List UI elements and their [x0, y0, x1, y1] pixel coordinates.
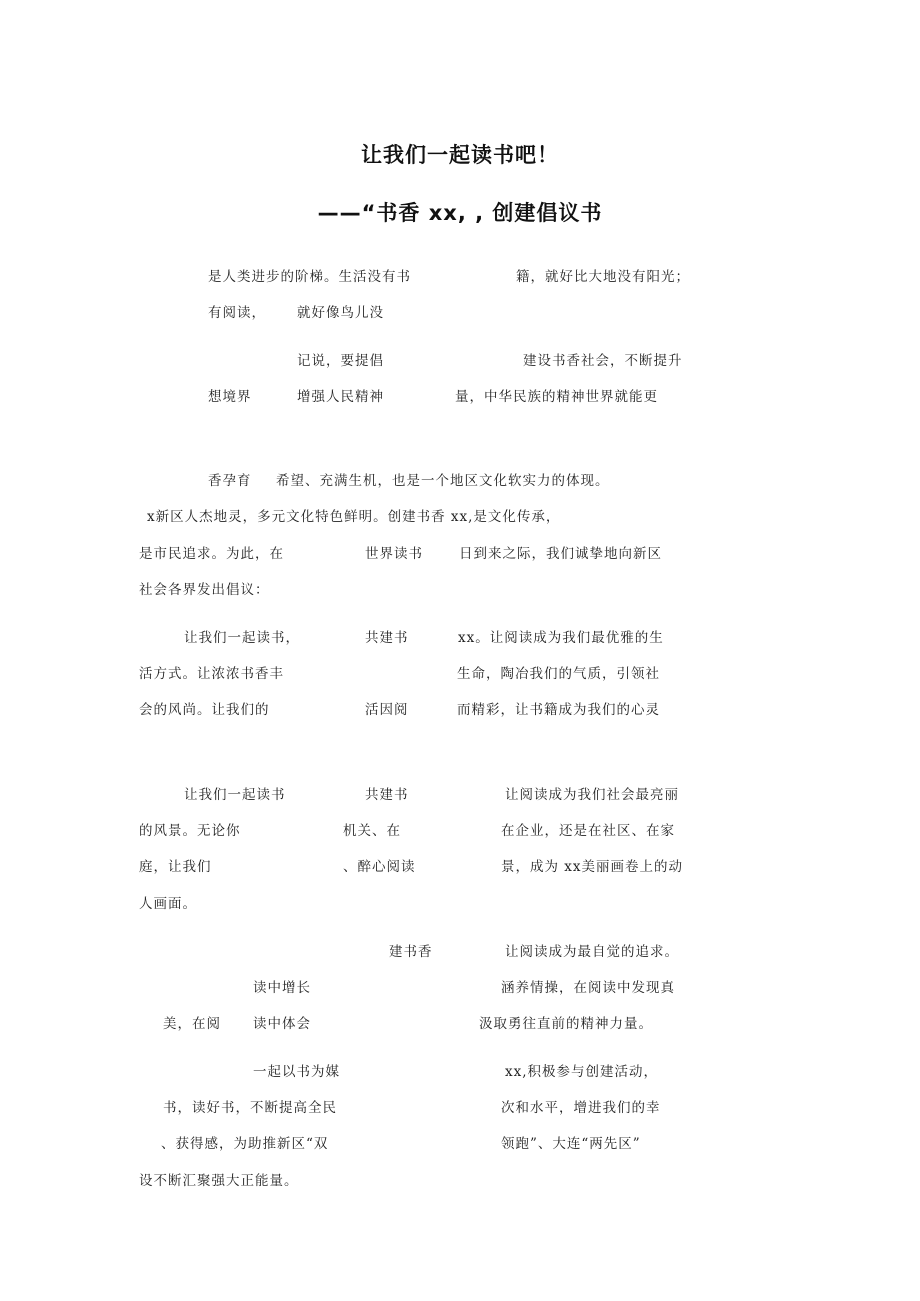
- text-segment: 而精彩，让书籍成为我们的心灵: [457, 702, 660, 718]
- text-segment: 人画面。: [139, 896, 197, 912]
- text-segment: 涵养情操，在阅读中发现真: [501, 980, 675, 996]
- text-segment: 共建书: [365, 787, 409, 803]
- text-segment: 美，在阅: [163, 1016, 221, 1032]
- text-segment: 活方式。让浓浓书香丰: [139, 666, 284, 682]
- document-title: 让我们一起读书吧！: [361, 143, 559, 167]
- text-segment: 让阅读成为最自觉的追求。: [505, 944, 679, 960]
- text-segment: 让我们一起读书，: [184, 630, 300, 646]
- text-segment: 建设书香社会，不断提升: [523, 353, 683, 369]
- text-segment: 领跑”、大连“两先区”: [501, 1136, 641, 1152]
- text-segment: 在企业，还是在社区、在家: [501, 823, 675, 839]
- text-segment: 是人类进步的阶梯。生活没有书: [208, 269, 411, 285]
- text-segment: 记说，要提倡: [297, 353, 384, 369]
- text-segment: 活因阅: [365, 702, 409, 718]
- text-segment: 、醉心阅读: [343, 859, 416, 875]
- text-segment: 会的风尚。让我们的: [139, 702, 270, 718]
- text-segment: 书，读好书，不断提高全民: [163, 1100, 337, 1116]
- text-segment: xx。让阅读成为我们最优雅的生: [458, 630, 664, 646]
- document-subtitle: ——“书香 xx, , 创建倡议书: [317, 201, 603, 225]
- text-segment: 共建书: [365, 630, 409, 646]
- text-segment: 香孕育: [208, 473, 252, 489]
- text-segment: 希望、充满生机，也是一个地区文化软实力的体现。: [276, 473, 610, 489]
- text-segment: 景，成为 xx美丽画卷上的动: [501, 859, 684, 875]
- text-segment: xx,积极参与创建活动，: [505, 1064, 659, 1080]
- text-segment: 一起以书为媒: [253, 1064, 340, 1080]
- text-segment: 、获得感，为助推新区“双: [161, 1136, 329, 1152]
- text-segment: 生命，陶冶我们的气质，引领社: [457, 666, 660, 682]
- text-segment: x新区人杰地灵，多元文化特色鲜明。创建书香 xx,是文化传承，: [147, 509, 561, 525]
- text-segment: 的风景。无论你: [139, 823, 241, 839]
- text-segment: 读中增长: [253, 980, 311, 996]
- text-segment: 是市民追求。为此，在: [139, 546, 284, 562]
- text-segment: 庭，让我们: [139, 859, 212, 875]
- text-segment: 让我们一起读书: [184, 787, 286, 803]
- text-segment: 籍，就好比大地没有阳光；: [516, 269, 690, 285]
- text-segment: 世界读书: [365, 546, 423, 562]
- text-segment: 建书香: [389, 944, 433, 960]
- text-segment: 就好像鸟儿没: [297, 305, 384, 321]
- text-segment: 社会各界发出倡议：: [139, 582, 270, 598]
- text-segment: 日到来之际，我们诚挚地向新区: [459, 546, 662, 562]
- text-segment: 机关、在: [343, 823, 401, 839]
- text-segment: 汲取勇往直前的精神力量。: [479, 1016, 653, 1032]
- text-segment: 增强人民精神: [297, 389, 384, 405]
- text-segment: 次和水平，增进我们的幸: [501, 1100, 661, 1116]
- text-segment: 让阅读成为我们社会最亮丽: [505, 787, 679, 803]
- text-segment: 设不断汇聚强大正能量。: [139, 1173, 299, 1189]
- text-segment: 有阅读，: [208, 305, 266, 321]
- text-segment: 读中体会: [253, 1016, 311, 1032]
- text-segment: 量，中华民族的精神世界就能更: [455, 389, 658, 405]
- text-segment: 想境界: [208, 389, 252, 405]
